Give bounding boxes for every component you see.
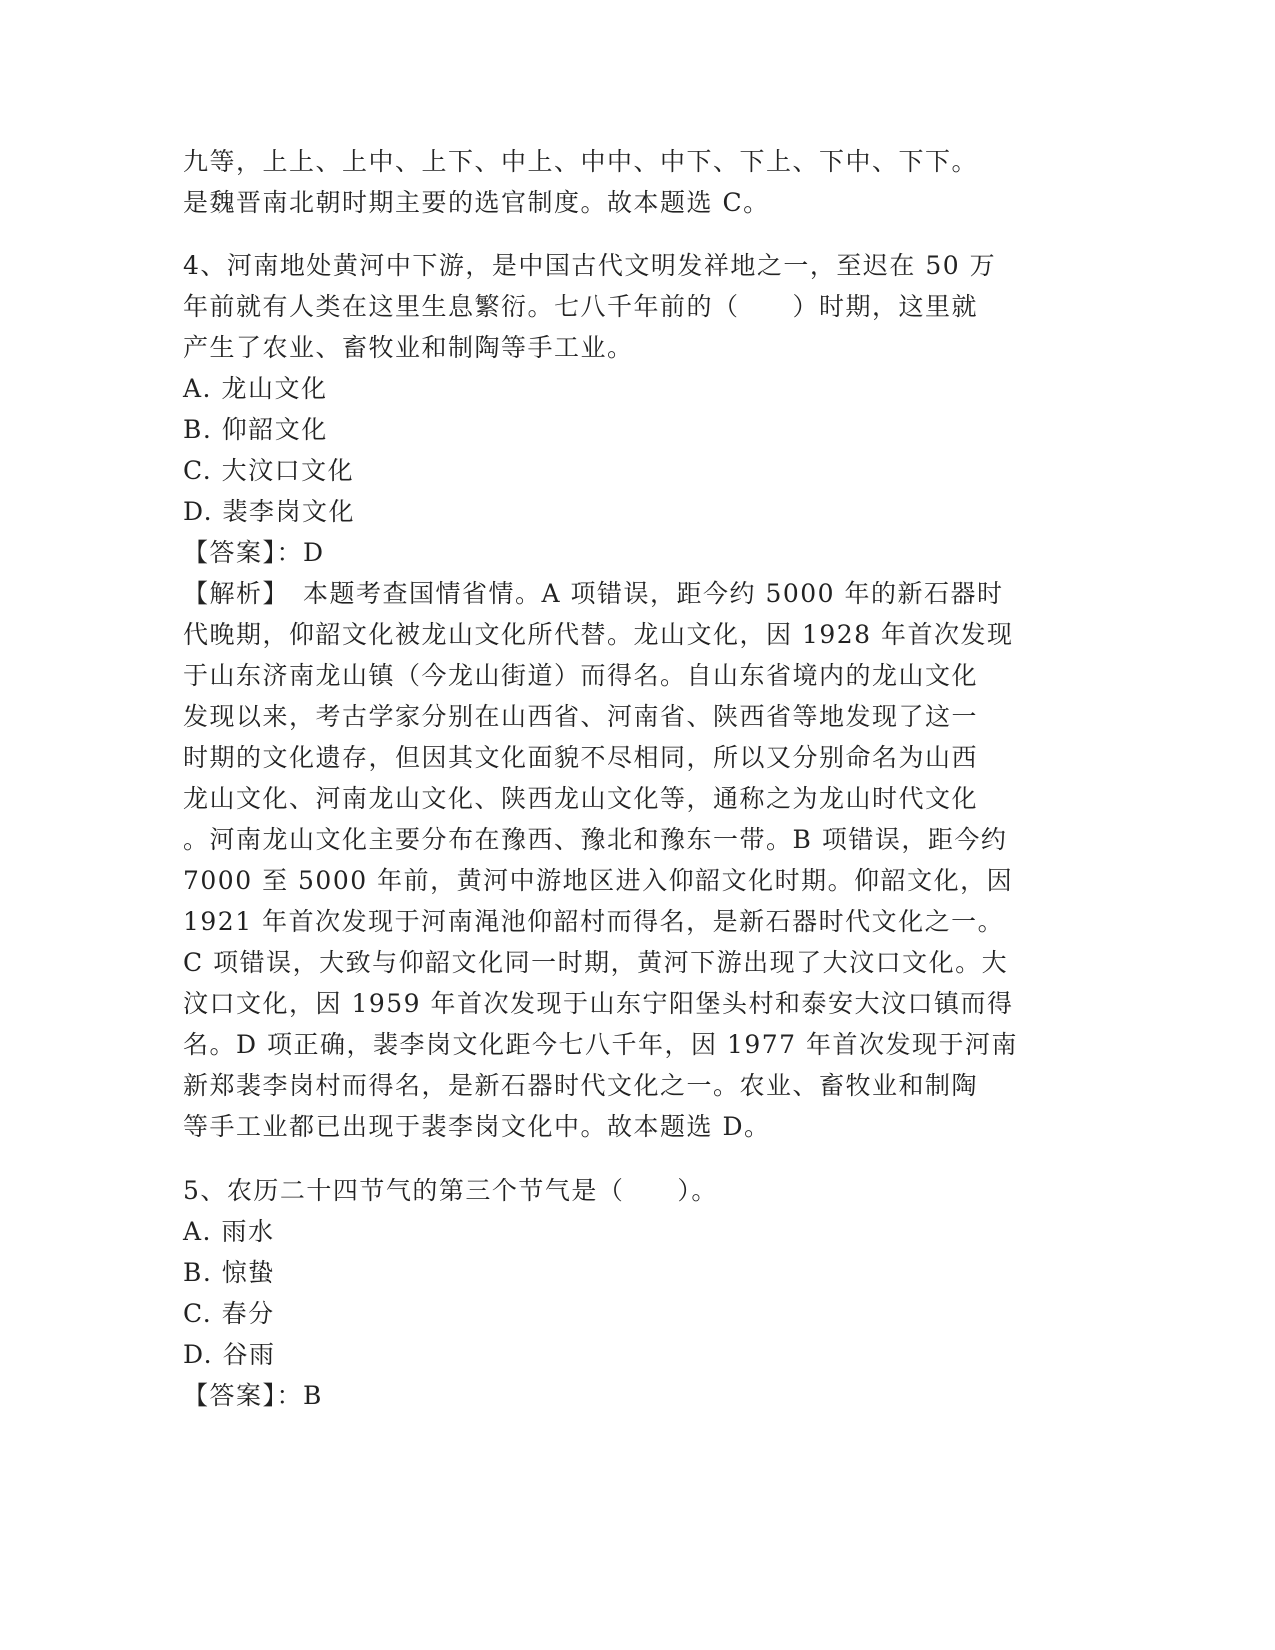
question-stem-line: 产生了农业、畜牧业和制陶等手工业。 <box>183 333 634 362</box>
text-line: 九等，上上、上中、上下、中上、中中、中下、下上、下中、下下。 <box>183 147 979 176</box>
analysis-line: 发现以来，考古学家分别在山西省、河南省、陕西省等地发现了这一 <box>183 702 979 731</box>
question-stem-line: 年前就有人类在这里生息繁衍。七八千年前的（ ）时期，这里就 <box>183 292 979 321</box>
analysis-line: 7000 至 5000 年前，黄河中游地区进入仰韶文化时期。仰韶文化，因 <box>183 866 1014 895</box>
analysis-line: 汶口文化，因 1959 年首次发现于山东宁阳堡头村和泰安大汶口镇而得 <box>183 989 1014 1018</box>
option-d: D. 裴李岗文化 <box>183 497 356 526</box>
analysis-line: 新郑裴李岗村而得名，是新石器时代文化之一。农业、畜牧业和制陶 <box>183 1071 979 1100</box>
analysis-line: 。河南龙山文化主要分布在豫西、豫北和豫东一带。B 项错误，距今约 <box>183 825 1008 854</box>
analysis-line: 【解析】 本题考查国情省情。A 项错误，距今约 5000 年的新石器时 <box>183 579 1004 608</box>
analysis-line: 代晚期，仰韶文化被龙山文化所代替。龙山文化，因 1928 年首次发现 <box>183 620 1014 649</box>
analysis-line: 龙山文化、河南龙山文化、陕西龙山文化等，通称之为龙山时代文化 <box>183 784 979 813</box>
option-c: C. 大汶口文化 <box>183 456 355 485</box>
analysis-line: 名。D 项正确，裴李岗文化距今七八千年，因 1977 年首次发现于河南 <box>183 1030 1019 1059</box>
text-line: 是魏晋南北朝时期主要的选官制度。故本题选 C。 <box>183 188 770 217</box>
analysis-line: C 项错误，大致与仰韶文化同一时期，黄河下游出现了大汶口文化。大 <box>183 948 1009 977</box>
option-a: A. 雨水 <box>183 1217 275 1246</box>
question-stem-line: 5、农历二十四节气的第三个节气是（ ）。 <box>183 1176 718 1205</box>
analysis-line: 时期的文化遗存，但因其文化面貌不尽相同，所以又分别命名为山西 <box>183 743 979 772</box>
analysis-line: 等手工业都已出现于裴李岗文化中。故本题选 D。 <box>183 1112 771 1141</box>
answer-line: 【答案】：D <box>183 538 325 567</box>
question-stem-line: 4、河南地处黄河中下游，是中国古代文明发祥地之一，至迟在 50 万 <box>183 251 997 280</box>
answer-line: 【答案】：B <box>183 1381 323 1410</box>
option-c: C. 春分 <box>183 1299 275 1328</box>
option-d: D. 谷雨 <box>183 1340 276 1369</box>
option-b: B. 惊蛰 <box>183 1258 275 1287</box>
analysis-line: 1921 年首次发现于河南渑池仰韶村而得名，是新石器时代文化之一。 <box>183 907 1005 936</box>
analysis-line: 于山东济南龙山镇（今龙山街道）而得名。自山东省境内的龙山文化 <box>183 661 979 690</box>
option-a: A. 龙山文化 <box>183 374 328 403</box>
option-b: B. 仰韶文化 <box>183 415 328 444</box>
